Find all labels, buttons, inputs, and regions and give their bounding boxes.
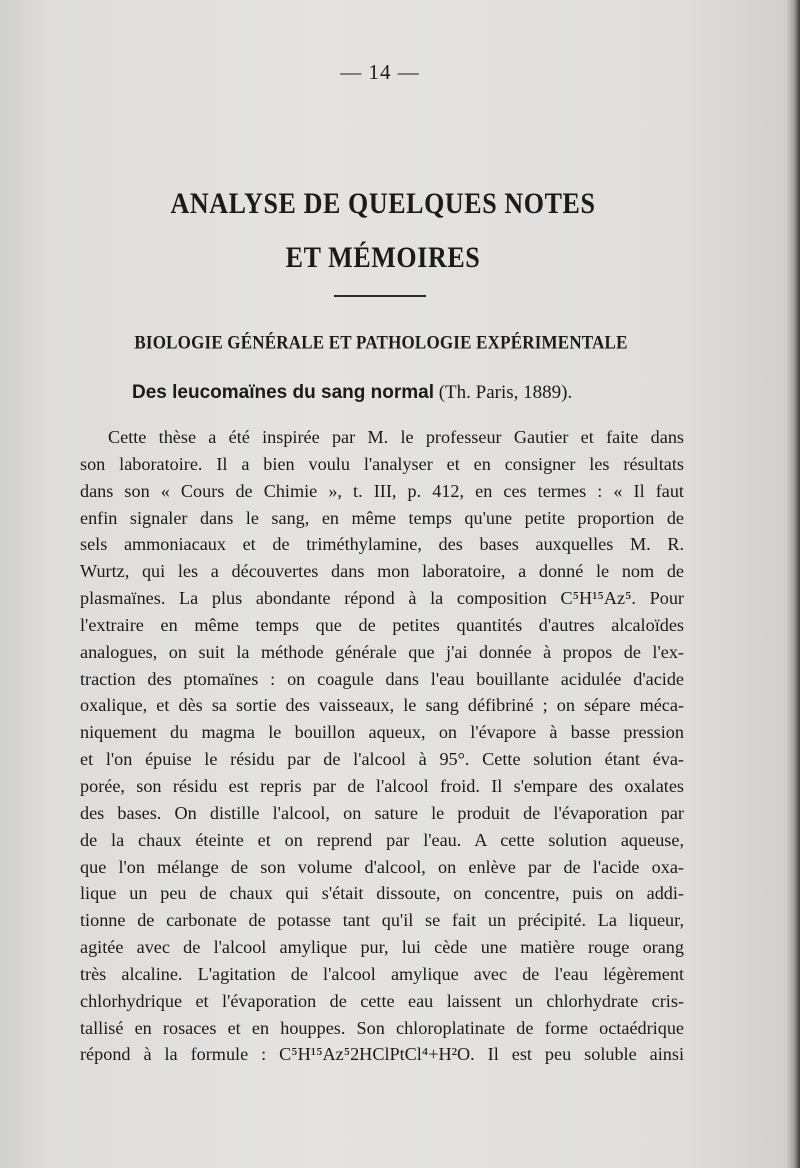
text-line: lique un peu de chaux qui s'était dissoute, on concentre, puis on addi- <box>80 883 684 904</box>
text-line: analogues, on suit la méthode générale que j'ai donnée à propos de l'ex- <box>80 641 684 662</box>
text-line: tallisé en rosaces et en houppes. Son chloroplatinate de forme octaédrique <box>80 1017 684 1038</box>
text-line: Wurtz, qui les a découvertes dans mon laboratoire, a donné le nom de <box>80 561 684 582</box>
text-line: oxalique, et dès sa sortie des vaisseaux, le sang défibriné ; on sépare méca- <box>80 695 684 716</box>
text-line: tionne de carbonate de potasse tant qu'il se fait un précipité. La liqueur, <box>80 910 684 931</box>
text-line: agitée avec de l'alcool amylique pur, lui cède une matière rouge orang <box>80 937 684 958</box>
text-line: l'extraire en même temps que de petites quantités d'autres alcaloïdes <box>80 614 684 635</box>
text-line: que l'on mélange de son volume d'alcool, on enlève par de l'acide oxa- <box>80 856 684 877</box>
text-line: niquement du magma le bouillon aqueux, on l'évapore à basse pression <box>80 722 684 743</box>
article-title: Des leucomaïnes du sang normal <box>132 382 434 403</box>
title-line-2: ET MÉMOIRES <box>285 241 481 274</box>
article-reference: (Th. Paris, 1889). <box>433 382 573 403</box>
article-heading <box>132 382 572 404</box>
text-line: plasmaïnes. La plus abondante répond à la composition C⁵H¹⁵Az⁵. Pour <box>80 588 684 609</box>
text-line: chlorhydrique et l'évaporation de cette eau laissent un chlorhydrate cris- <box>80 990 684 1011</box>
text-line: son laboratoire. Il a bien voulu l'analyser et en consigner les résultats <box>80 453 684 474</box>
text-line: enfin signaler dans le sang, en même temps qu'une petite proportion de <box>80 507 684 528</box>
text-line: Cette thèse a été inspirée par M. le professeur Gautier et faite dans <box>108 427 684 447</box>
text-line: dans son « Cours de Chimie », t. III, p. 412, en ces termes : « Il faut <box>80 480 684 501</box>
text-line: traction des ptomaïnes : on coagule dans l'eau bouillante acidulée d'acide <box>80 668 684 689</box>
text-line: sels ammoniacaux et de triméthylamine, des bases auxquelles M. R. <box>80 534 684 555</box>
body-paragraph <box>80 424 684 1068</box>
text-line: des bases. On distille l'alcool, on sature le produit de l'évaporation par <box>80 802 684 823</box>
text-line: porée, son résidu est repris par de l'alcool froid. Il s'empare des oxalates <box>80 775 684 796</box>
title-divider <box>334 295 426 297</box>
page-edge-shadow <box>786 0 800 1168</box>
title-line-1: ANALYSE DE QUELQUES NOTES <box>170 187 596 220</box>
page-title <box>0 177 766 285</box>
text-line: répond à la formule : C⁵H¹⁵Az⁵2HClPtCl⁴+H²O. Il est peu soluble ainsi <box>80 1044 684 1065</box>
page-number: — 14 — <box>340 60 420 84</box>
section-heading: BIOLOGIE GÉNÉRALE ET PATHOLOGIE EXPÉRIMENTALE <box>134 332 628 353</box>
text-line: très alcaline. L'agitation de l'alcool amylique avec de l'eau légèrement <box>80 963 684 984</box>
text-line: de la chaux éteinte et on reprend par l'eau. A cette solution aqueuse, <box>80 829 684 850</box>
text-line: et l'on épuise le résidu par de l'alcool à 95°. Cette solution étant éva- <box>80 749 684 770</box>
